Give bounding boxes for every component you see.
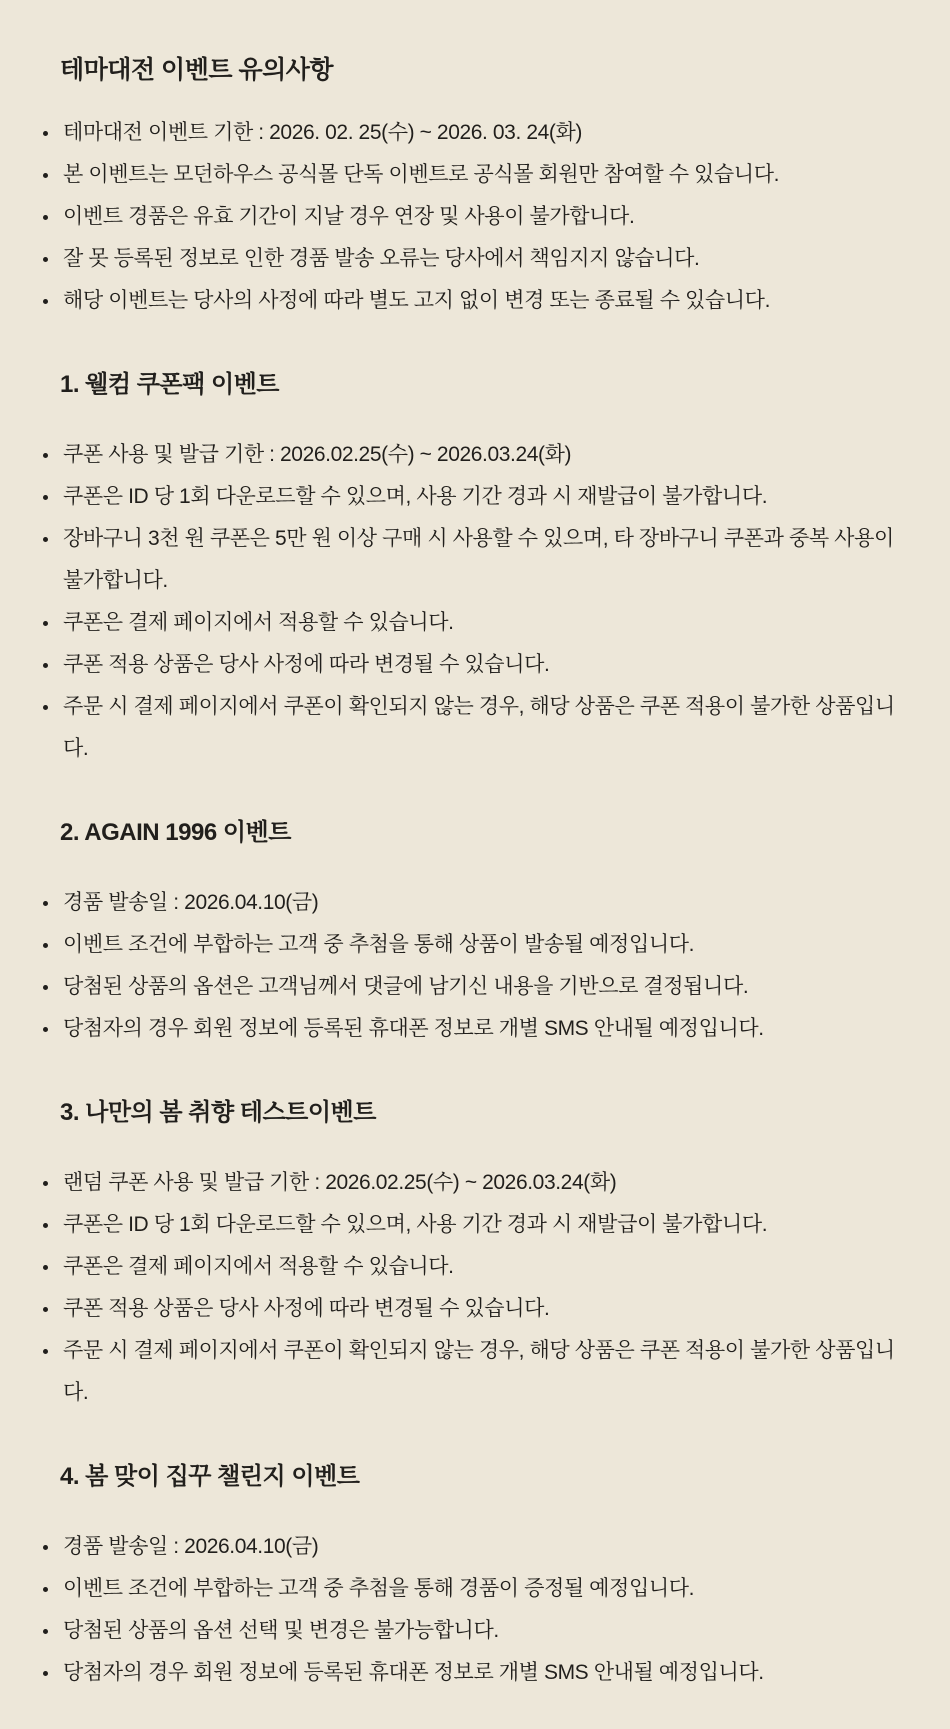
notice-item: 주문 시 결제 페이지에서 쿠폰이 확인되지 않는 경우, 해당 상품은 쿠폰 적용이 불가한 상품입니다.	[40, 1330, 913, 1414]
notice-item: 쿠폰은 결제 페이지에서 적용할 수 있습니다.	[40, 1246, 913, 1288]
notice-item: 테마대전 이벤트 기한 : 2026. 02. 25(수) ~ 2026. 03. 24(화)	[40, 112, 913, 154]
page-title: 테마대전 이벤트 유의사항	[60, 56, 334, 84]
notice-item: 쿠폰은 결제 페이지에서 적용할 수 있습니다.	[40, 602, 913, 644]
notice-item: 장바구니 3천 원 쿠폰은 5만 원 이상 구매 시 사용할 수 있으며, 타 장바구니 쿠폰과 중복 사용이 불가합니다.	[40, 518, 913, 602]
notice-item: 당첨된 상품의 옵션은 고객님께서 댓글에 남기신 내용을 기반으로 결정됩니다.	[40, 966, 913, 1008]
section-title: 4. 봄 맞이 집꾸 챌린지 이벤트	[60, 1463, 360, 1490]
notice-item: 주문 시 결제 페이지에서 쿠폰이 확인되지 않는 경우, 해당 상품은 쿠폰 적용이 불가한 상품입니다.	[40, 686, 913, 770]
notice-item: 당첨자의 경우 회원 정보에 등록된 휴대폰 정보로 개별 SMS 안내될 예정입니다.	[40, 1652, 913, 1694]
notice-item: 본 이벤트는 모던하우스 공식몰 단독 이벤트로 공식몰 회원만 참여할 수 있습니다.	[40, 154, 913, 196]
notice-item: 쿠폰은 ID 당 1회 다운로드할 수 있으며, 사용 기간 경과 시 재발급이 불가합니다.	[40, 1204, 913, 1246]
general-notice-list	[40, 112, 913, 322]
notice-item: 쿠폰 적용 상품은 당사 사정에 따라 변경될 수 있습니다.	[40, 644, 913, 686]
section-title: 3. 나만의 봄 취향 테스트이벤트	[60, 1099, 376, 1126]
notice-item: 해당 이벤트는 당사의 사정에 따라 별도 고지 없이 변경 또는 종료될 수 있습니다.	[40, 280, 913, 322]
event-section	[40, 1096, 913, 1414]
notice-item: 경품 발송일 : 2026.04.10(금)	[40, 1526, 913, 1568]
section-notice-list	[40, 1526, 913, 1694]
section-title: 1. 웰컴 쿠폰팩 이벤트	[60, 371, 279, 398]
notice-item: 경품 발송일 : 2026.04.10(금)	[40, 882, 913, 924]
event-sections	[40, 368, 913, 1694]
notice-item: 이벤트 조건에 부합하는 고객 중 추첨을 통해 상품이 발송될 예정입니다.	[40, 924, 913, 966]
section-notice-list	[40, 1162, 913, 1414]
notice-item: 이벤트 조건에 부합하는 고객 중 추첨을 통해 경품이 증정될 예정입니다.	[40, 1568, 913, 1610]
event-section	[40, 368, 913, 770]
notice-item: 잘 못 등록된 정보로 인한 경품 발송 오류는 당사에서 책임지지 않습니다.	[40, 238, 913, 280]
event-section	[40, 1460, 913, 1694]
notice-item: 당첨자의 경우 회원 정보에 등록된 휴대폰 정보로 개별 SMS 안내될 예정입니다.	[40, 1008, 913, 1050]
notice-item: 이벤트 경품은 유효 기간이 지날 경우 연장 및 사용이 불가합니다.	[40, 196, 913, 238]
event-section	[40, 816, 913, 1050]
notice-item: 쿠폰 사용 및 발급 기한 : 2026.02.25(수) ~ 2026.03.24(화)	[40, 434, 913, 476]
notice-item: 랜덤 쿠폰 사용 및 발급 기한 : 2026.02.25(수) ~ 2026.03.24(화)	[40, 1162, 913, 1204]
section-title: 2. AGAIN 1996 이벤트	[60, 819, 291, 846]
notice-item: 당첨된 상품의 옵션 선택 및 변경은 불가능합니다.	[40, 1610, 913, 1652]
section-notice-list	[40, 882, 913, 1050]
section-notice-list	[40, 434, 913, 770]
notice-item: 쿠폰은 ID 당 1회 다운로드할 수 있으며, 사용 기간 경과 시 재발급이 불가합니다.	[40, 476, 913, 518]
notice-item: 쿠폰 적용 상품은 당사 사정에 따라 변경될 수 있습니다.	[40, 1288, 913, 1330]
